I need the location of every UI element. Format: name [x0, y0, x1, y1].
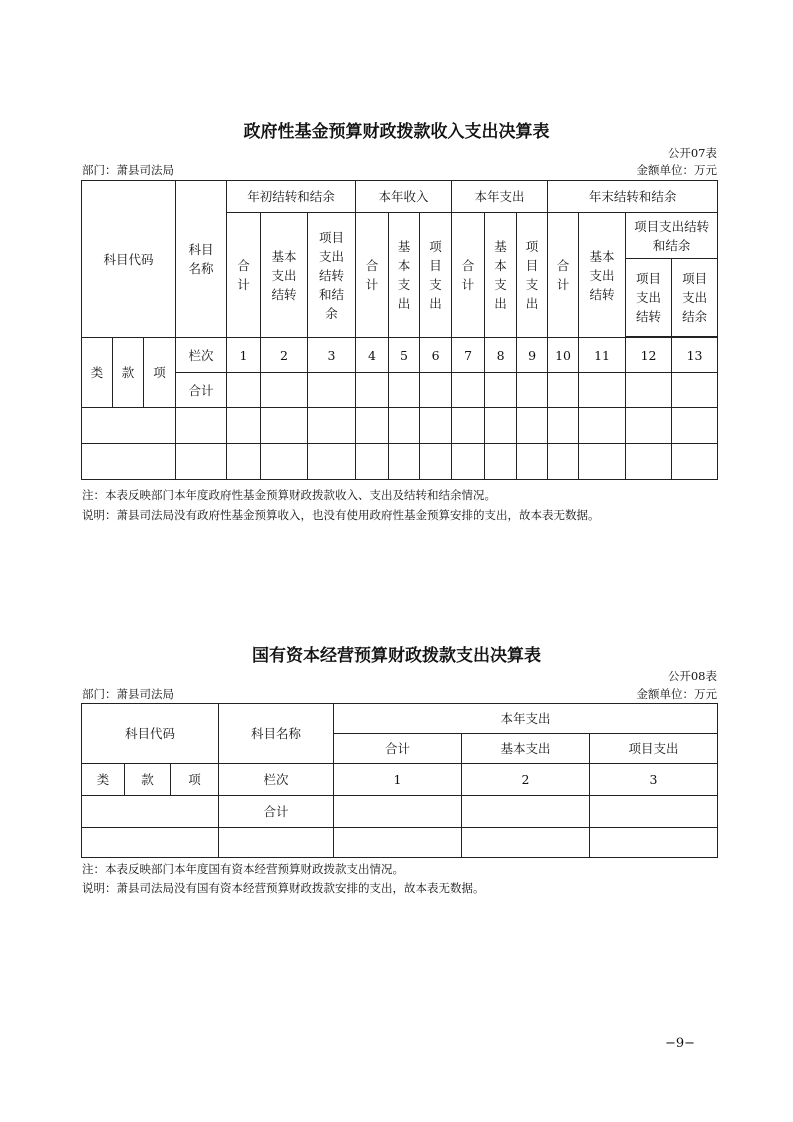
table1-header-end-project: 项目支出结转和结余 [626, 213, 718, 259]
table2-grid [81, 703, 718, 858]
table2-col-num: 2 [462, 764, 590, 796]
table2-header-code: 科目代码 [82, 704, 219, 764]
table2-lanci: 栏次 [219, 764, 334, 796]
table1-header-code: 科目代码 [82, 181, 176, 338]
table1-header-name: 科目名称 [176, 181, 227, 338]
table1-header-begin-basic: 基本支出结转 [261, 213, 308, 338]
table1-col-num: 5 [389, 338, 420, 373]
table1-header-expense-basic: 基本支出 [485, 213, 517, 338]
table2-row-total-label: 合计 [219, 796, 334, 828]
table1-header-end: 年末结转和结余 [548, 181, 718, 213]
table1-col-num: 3 [308, 338, 356, 373]
table1-empty-row [82, 444, 718, 480]
table1-col-num: 10 [548, 338, 579, 373]
table1-header-end-project-carry: 项目支出结转 [626, 259, 672, 337]
table1-note: 注：本表反映部门本年度政府性基金预算财政拨款收入、支出及结转和结余情况。 [82, 488, 496, 502]
table1-header-expense: 本年支出 [452, 181, 548, 213]
table1-col-num: 12 [626, 338, 672, 373]
table2-header-expense: 本年支出 [334, 704, 718, 734]
table1-explanation: 说明：萧县司法局没有政府性基金预算收入，也没有使用政府性基金预算安排的支出，故本表无数据。 [82, 508, 600, 522]
table1-row-total-label: 合计 [176, 373, 227, 408]
table1-col-num: 7 [452, 338, 485, 373]
table2-unit: 金额单位：万元 [636, 687, 717, 701]
page-number: −9− [665, 1036, 696, 1051]
table1-header-income: 本年收入 [356, 181, 452, 213]
table1-col-num: 13 [672, 338, 718, 373]
table1-title: 政府性基金预算财政拨款收入支出决算表 [243, 122, 550, 142]
table2-empty-row [82, 828, 718, 858]
table2-header-total: 合计 [334, 734, 462, 764]
table1-header-income-basic: 基本支出 [389, 213, 420, 338]
table2-lei: 类 [82, 764, 125, 796]
table1-empty-row [82, 408, 718, 444]
table1-header-expense-total: 合计 [452, 213, 485, 338]
table1-grid [81, 180, 718, 480]
table2-col-num: 1 [334, 764, 462, 796]
table1-header-income-project: 项目支出 [420, 213, 452, 338]
table2-note: 注：本表反映部门本年度国有资本经营预算财政拨款支出情况。 [82, 862, 404, 876]
table1-kuan: 款 [113, 338, 144, 408]
table1-number: 公开07表 [667, 146, 717, 160]
table2-explanation: 说明：萧县司法局没有国有资本经营预算财政拨款安排的支出，故本表无数据。 [82, 881, 485, 895]
table1-col-num: 9 [517, 338, 548, 373]
table2-number: 公开08表 [667, 669, 717, 683]
table1-header-end-total: 合计 [548, 213, 579, 338]
table2-header-basic: 基本支出 [462, 734, 590, 764]
table2-header-project: 项目支出 [590, 734, 718, 764]
table1-col-num: 6 [420, 338, 452, 373]
table1-department: 部门：萧县司法局 [82, 163, 174, 177]
table1-xiang: 项 [144, 338, 176, 408]
table1-unit: 金额单位：万元 [636, 163, 717, 177]
table1-col-num: 1 [227, 338, 261, 373]
table1-col-num: 8 [485, 338, 517, 373]
table2-xiang: 项 [171, 764, 219, 796]
table1-header-expense-project: 项目支出 [517, 213, 548, 338]
table1-header-begin-total: 合计 [227, 213, 261, 338]
table1-header-end-project-balance: 项目支出结余 [672, 259, 718, 337]
table1-header-begin: 年初结转和结余 [227, 181, 356, 213]
table2-header-name: 科目名称 [219, 704, 334, 764]
table1-lei: 类 [82, 338, 113, 408]
table1-header-income-total: 合计 [356, 213, 389, 338]
table2-title: 国有资本经营预算财政拨款支出决算表 [252, 646, 541, 666]
table2-kuan: 款 [125, 764, 171, 796]
table1-col-num: 2 [261, 338, 308, 373]
table1-lanci: 栏次 [176, 338, 227, 373]
table1-col-num: 4 [356, 338, 389, 373]
table1-header-end-basic: 基本支出结转 [579, 213, 626, 338]
table2-col-num: 3 [590, 764, 718, 796]
table1-header-begin-project: 项目支出结转和结余 [308, 213, 356, 338]
table2-department: 部门：萧县司法局 [82, 687, 174, 701]
table1-col-num: 11 [579, 338, 626, 373]
